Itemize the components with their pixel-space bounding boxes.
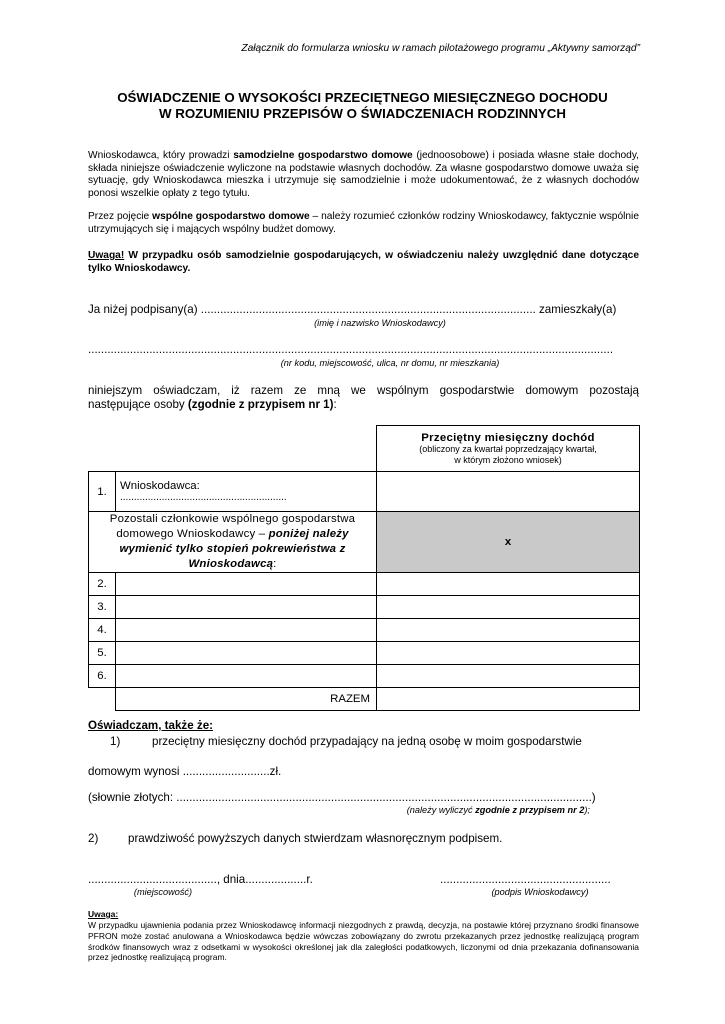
- caption-address: (nr kodu, miejscowość, ulica, nr domu, nr mieszkania): [280, 358, 500, 368]
- place-date-field[interactable]: ........................................, dnia...................r.: [88, 873, 313, 886]
- others-header-row: [89, 512, 640, 573]
- item-1-number: 1): [110, 735, 121, 748]
- member-income-cell[interactable]: [377, 619, 640, 642]
- footnote-ref-1: (zgodnie z przypisem nr 1): [187, 398, 334, 411]
- applicant-label: Wnioskodawca:: [120, 480, 200, 492]
- words-caption-a: (należy wyliczyć: [406, 805, 476, 815]
- intro-paragraph-1: [88, 150, 639, 200]
- row-number: 1.: [89, 472, 116, 512]
- footer-warning-text: W przypadku ujawnienia podania przez Wnioskodawcę informacji niezgodnych z prawdą, decyzja, na postawie której przyznano środki finansowe PFRON może zostać anulowana a Wnioskodawca będzie wówczas zobowiązany do zwrotu przekazanych przez jednostkę realizującą program środków finansowych wraz z odsetkami w wysokości określonej jak dla zaległości podatkowych, liczonymi od dnia przekazania dofinansowania przez jednostkę realizującą program.: [88, 920, 639, 963]
- table-row: [89, 472, 640, 512]
- total-empty-cell: [89, 688, 116, 711]
- statement-text: następujące osoby: [88, 398, 188, 411]
- amount-in-words-field[interactable]: (słownie złotych: .................................................................................................................................): [88, 791, 596, 804]
- header-empty-cell: [89, 426, 377, 472]
- place-caption: (miejscowość): [133, 887, 193, 897]
- table-row: [89, 573, 640, 596]
- caption-name: (imię i nazwisko Wnioskodawcy): [314, 318, 446, 328]
- intro-warning: [88, 250, 639, 275]
- member-cell[interactable]: [116, 665, 377, 688]
- statement-line-2: [88, 398, 337, 411]
- income-column-sub2: w którym złożono wniosek): [454, 454, 562, 465]
- income-column-header: [377, 426, 640, 472]
- member-income-cell[interactable]: [377, 596, 640, 619]
- signature-field[interactable]: .....................................................: [440, 873, 611, 886]
- words-caption: [330, 805, 590, 815]
- applicant-cell[interactable]: [116, 472, 377, 512]
- item-2-text: prawdziwość powyższych danych stwierdzam własnoręcznym podpisem.: [128, 832, 503, 845]
- intro-p2-term: wspólne gospodarstwo domowe: [152, 211, 310, 222]
- applicant-income-cell[interactable]: [377, 472, 640, 512]
- intro-p1-text-a: Wnioskodawca, który prowadzi: [88, 150, 234, 161]
- income-column-title: Przeciętny miesięczny dochód: [421, 431, 595, 444]
- words-caption-c: );: [584, 805, 590, 815]
- member-cell[interactable]: [116, 619, 377, 642]
- intro-p2-text-c: – należy rozumieć członków rodziny Wnioskodawcy, faktycznie wspólnie utrzymujących się i mających wspólny budżet domowy.: [88, 211, 639, 235]
- attachment-note: Załącznik do formularza wniosku w ramach pilotażowego programu „Aktywny samorząd”: [241, 43, 640, 54]
- statement-line-1: niniejszym oświadczam, iż razem ze mną we wspólnym gospodarstwie domowym pozostają: [88, 384, 639, 397]
- statement-colon: :: [333, 398, 337, 411]
- intro-paragraph-2: [88, 211, 639, 236]
- table-header-row: [89, 426, 640, 472]
- table-row: [89, 642, 640, 665]
- intro-p1-text-c: (jednoosobowe) i posiada własne stałe dochody, składa niniejsze oświadczenie wyliczone na podstawie własnych dochodów. Za własne gospodarstwo domowe uważa się sytuację, gdy Wnioskodawca mieszka i utrzymuje się samodzielnie i może udokumentować, że z własnych dochodów ponosi wszelkie opłaty z tego tytułu.: [88, 150, 639, 199]
- member-cell[interactable]: [116, 573, 377, 596]
- total-income-cell[interactable]: [377, 688, 640, 711]
- declarant-name-field[interactable]: Ja niżej podpisany(a) ........................................................................................................ zamieszkały(a): [88, 303, 617, 316]
- row-number: 4.: [89, 619, 116, 642]
- signature-caption: (podpis Wnioskodawcy): [491, 887, 589, 897]
- footer-warning-label: Uwaga:: [88, 909, 119, 919]
- others-description: [89, 512, 377, 573]
- applicant-name-field[interactable]: ............................................................: [120, 492, 287, 503]
- member-income-cell[interactable]: [377, 642, 640, 665]
- page-title: [60, 90, 665, 122]
- row-number: 2.: [89, 573, 116, 596]
- item-1-text: przeciętny miesięczny dochód przypadający na jedną osobę w moim gospodarstwie: [152, 735, 582, 748]
- row-number: 5.: [89, 642, 116, 665]
- row-number: 3.: [89, 596, 116, 619]
- title-line-2: W ROZUMIENIU PRZEPISÓW O ŚWIADCZENIACH RODZINNYCH: [158, 106, 567, 121]
- table-row: [89, 596, 640, 619]
- average-income-field[interactable]: domowym wynosi ...........................zł.: [88, 765, 282, 778]
- item-2-number: 2): [88, 832, 99, 845]
- others-text: Pozostali członkowie wspólnego gospodarstwa domowego Wnioskodawcy –: [109, 513, 356, 540]
- table-row: [89, 665, 640, 688]
- table-row: [89, 619, 640, 642]
- others-colon: :: [273, 558, 277, 570]
- member-income-cell[interactable]: [377, 573, 640, 596]
- member-cell[interactable]: [116, 596, 377, 619]
- others-instruction: poniżej należy wymienić tylko stopień pokrewieństwa z Wnioskodawcą: [119, 528, 349, 570]
- others-shaded-cell: x: [377, 512, 640, 573]
- intro-p1-term: samodzielne gospodarstwo domowe: [233, 150, 413, 161]
- footnote-ref-2: zgodnie z przypisem nr 2: [475, 805, 585, 815]
- member-cell[interactable]: [116, 642, 377, 665]
- warning-label: Uwaga!: [88, 250, 125, 261]
- title-line-1: OŚWIADCZENIE O WYSOKOŚCI PRZECIĘTNEGO MIESIĘCZNEGO DOCHODU: [117, 90, 608, 105]
- income-column-sub1: (obliczony za kwartał poprzedzający kwartał,: [419, 443, 597, 454]
- intro-p2-text-a: Przez pojęcie: [88, 211, 153, 222]
- total-label: RAZEM: [116, 688, 377, 711]
- total-row: [89, 688, 640, 711]
- declarant-address-field[interactable]: ...................................................................................................................................................................: [88, 343, 614, 356]
- income-table: [88, 425, 640, 711]
- member-income-cell[interactable]: [377, 665, 640, 688]
- declaration-heading: Oświadczam, także że:: [88, 719, 214, 732]
- warning-text: W przypadku osób samodzielnie gospodarujących, w oświadczeniu należy uwzględnić dane dotyczące tylko Wnioskodawcy.: [88, 250, 639, 274]
- row-number: 6.: [89, 665, 116, 688]
